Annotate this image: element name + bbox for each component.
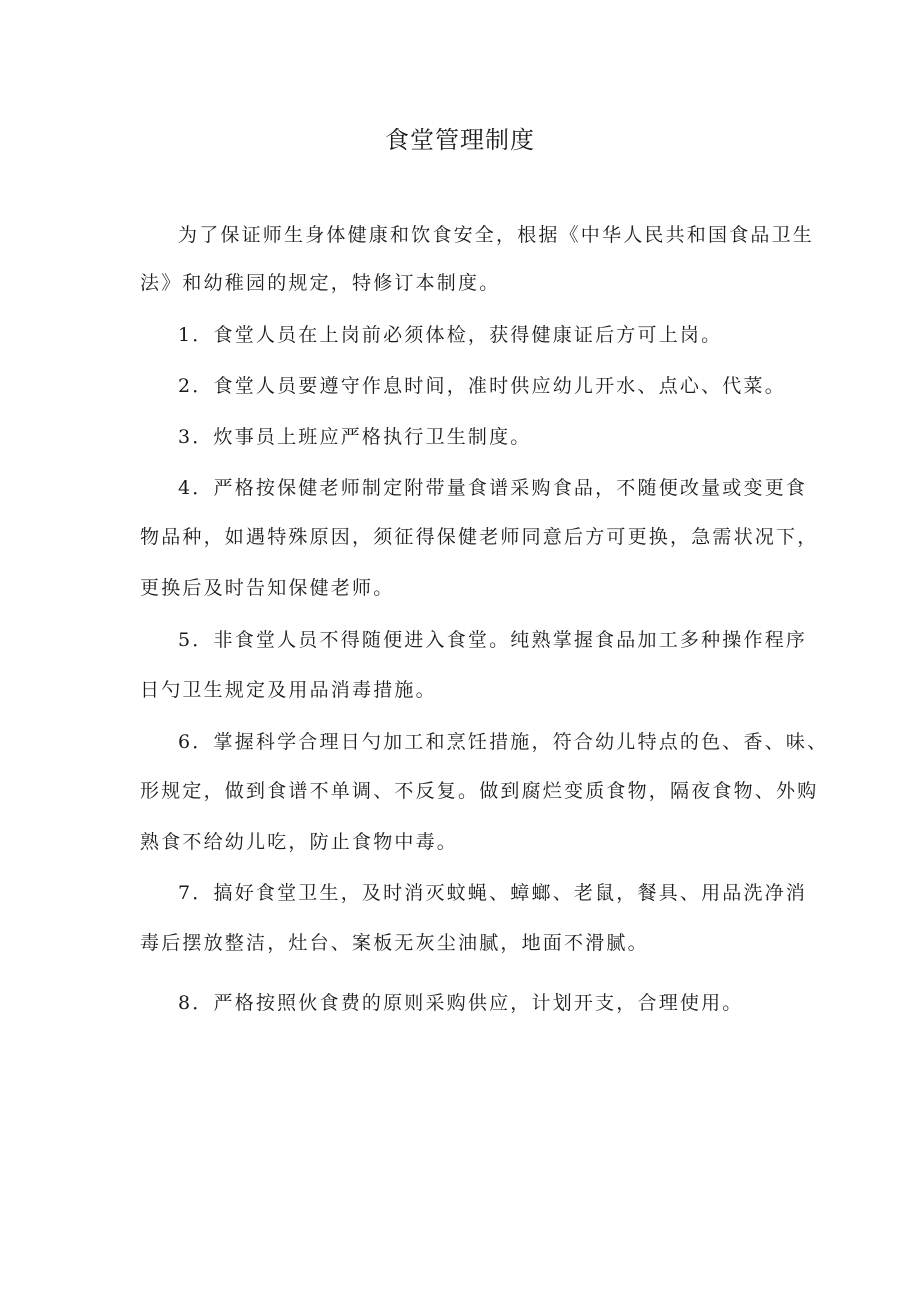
rule-6-line-3: 熟食不给幼儿吃，防止食物中毒。 xyxy=(140,831,459,853)
rule-3-line-1: 3．炊事员上班应严格执行卫生制度。 xyxy=(178,426,532,448)
rule-5-line-2: 日勺卫生规定及用品消毒措施。 xyxy=(140,679,437,701)
rule-4-line-2: 物品种，如遇特殊原因，须征得保健老师同意后方可更换，急需状况下， xyxy=(140,526,819,548)
rule-7-line-2: 毒后摆放整洁，灶台、案板无灰尘油腻，地面不滑腻。 xyxy=(140,932,649,954)
paragraph-intro-line-2: 法》和幼稚园的规定，特修订本制度。 xyxy=(140,272,501,294)
rule-2-line-1: 2．食堂人员要遵守作息时间，准时供应幼儿开水、点心、代菜。 xyxy=(178,375,786,397)
rule-5-line-1: 5．非食堂人员不得随便进入食堂。纯熟掌握食品加工多种操作程序 xyxy=(178,629,808,651)
rule-6-line-2: 形规定，做到食谱不单调、不反复。做到腐烂变质食物，隔夜食物、外购 xyxy=(140,780,819,802)
rule-1-line-1: 1．食堂人员在上岗前必须体检，获得健康证后方可上岗。 xyxy=(178,324,723,346)
rule-4-line-3: 更换后及时告知保健老师。 xyxy=(140,577,395,599)
rule-4-line-1: 4．严格按保健老师制定附带量食谱采购食品，不随便改量或变更食 xyxy=(178,477,808,499)
rule-6-line-1: 6．掌握科学合理日勺加工和烹饪措施，符合幼儿特点的色、香、味、 xyxy=(178,731,829,753)
paragraph-intro-line-1: 为了保证师生身体健康和饮食安全，根据《中华人民共和国食品卫生 xyxy=(178,224,815,246)
rule-8-line-1: 8．严格按照伙食费的原则采购供应，计划开支，合理使用。 xyxy=(178,992,744,1014)
rule-7-line-1: 7．搞好食堂卫生，及时消灭蚊蝇、蟑螂、老鼠，餐具、用品洗净消 xyxy=(178,882,808,904)
page-title: 食堂管理制度 xyxy=(385,126,535,154)
